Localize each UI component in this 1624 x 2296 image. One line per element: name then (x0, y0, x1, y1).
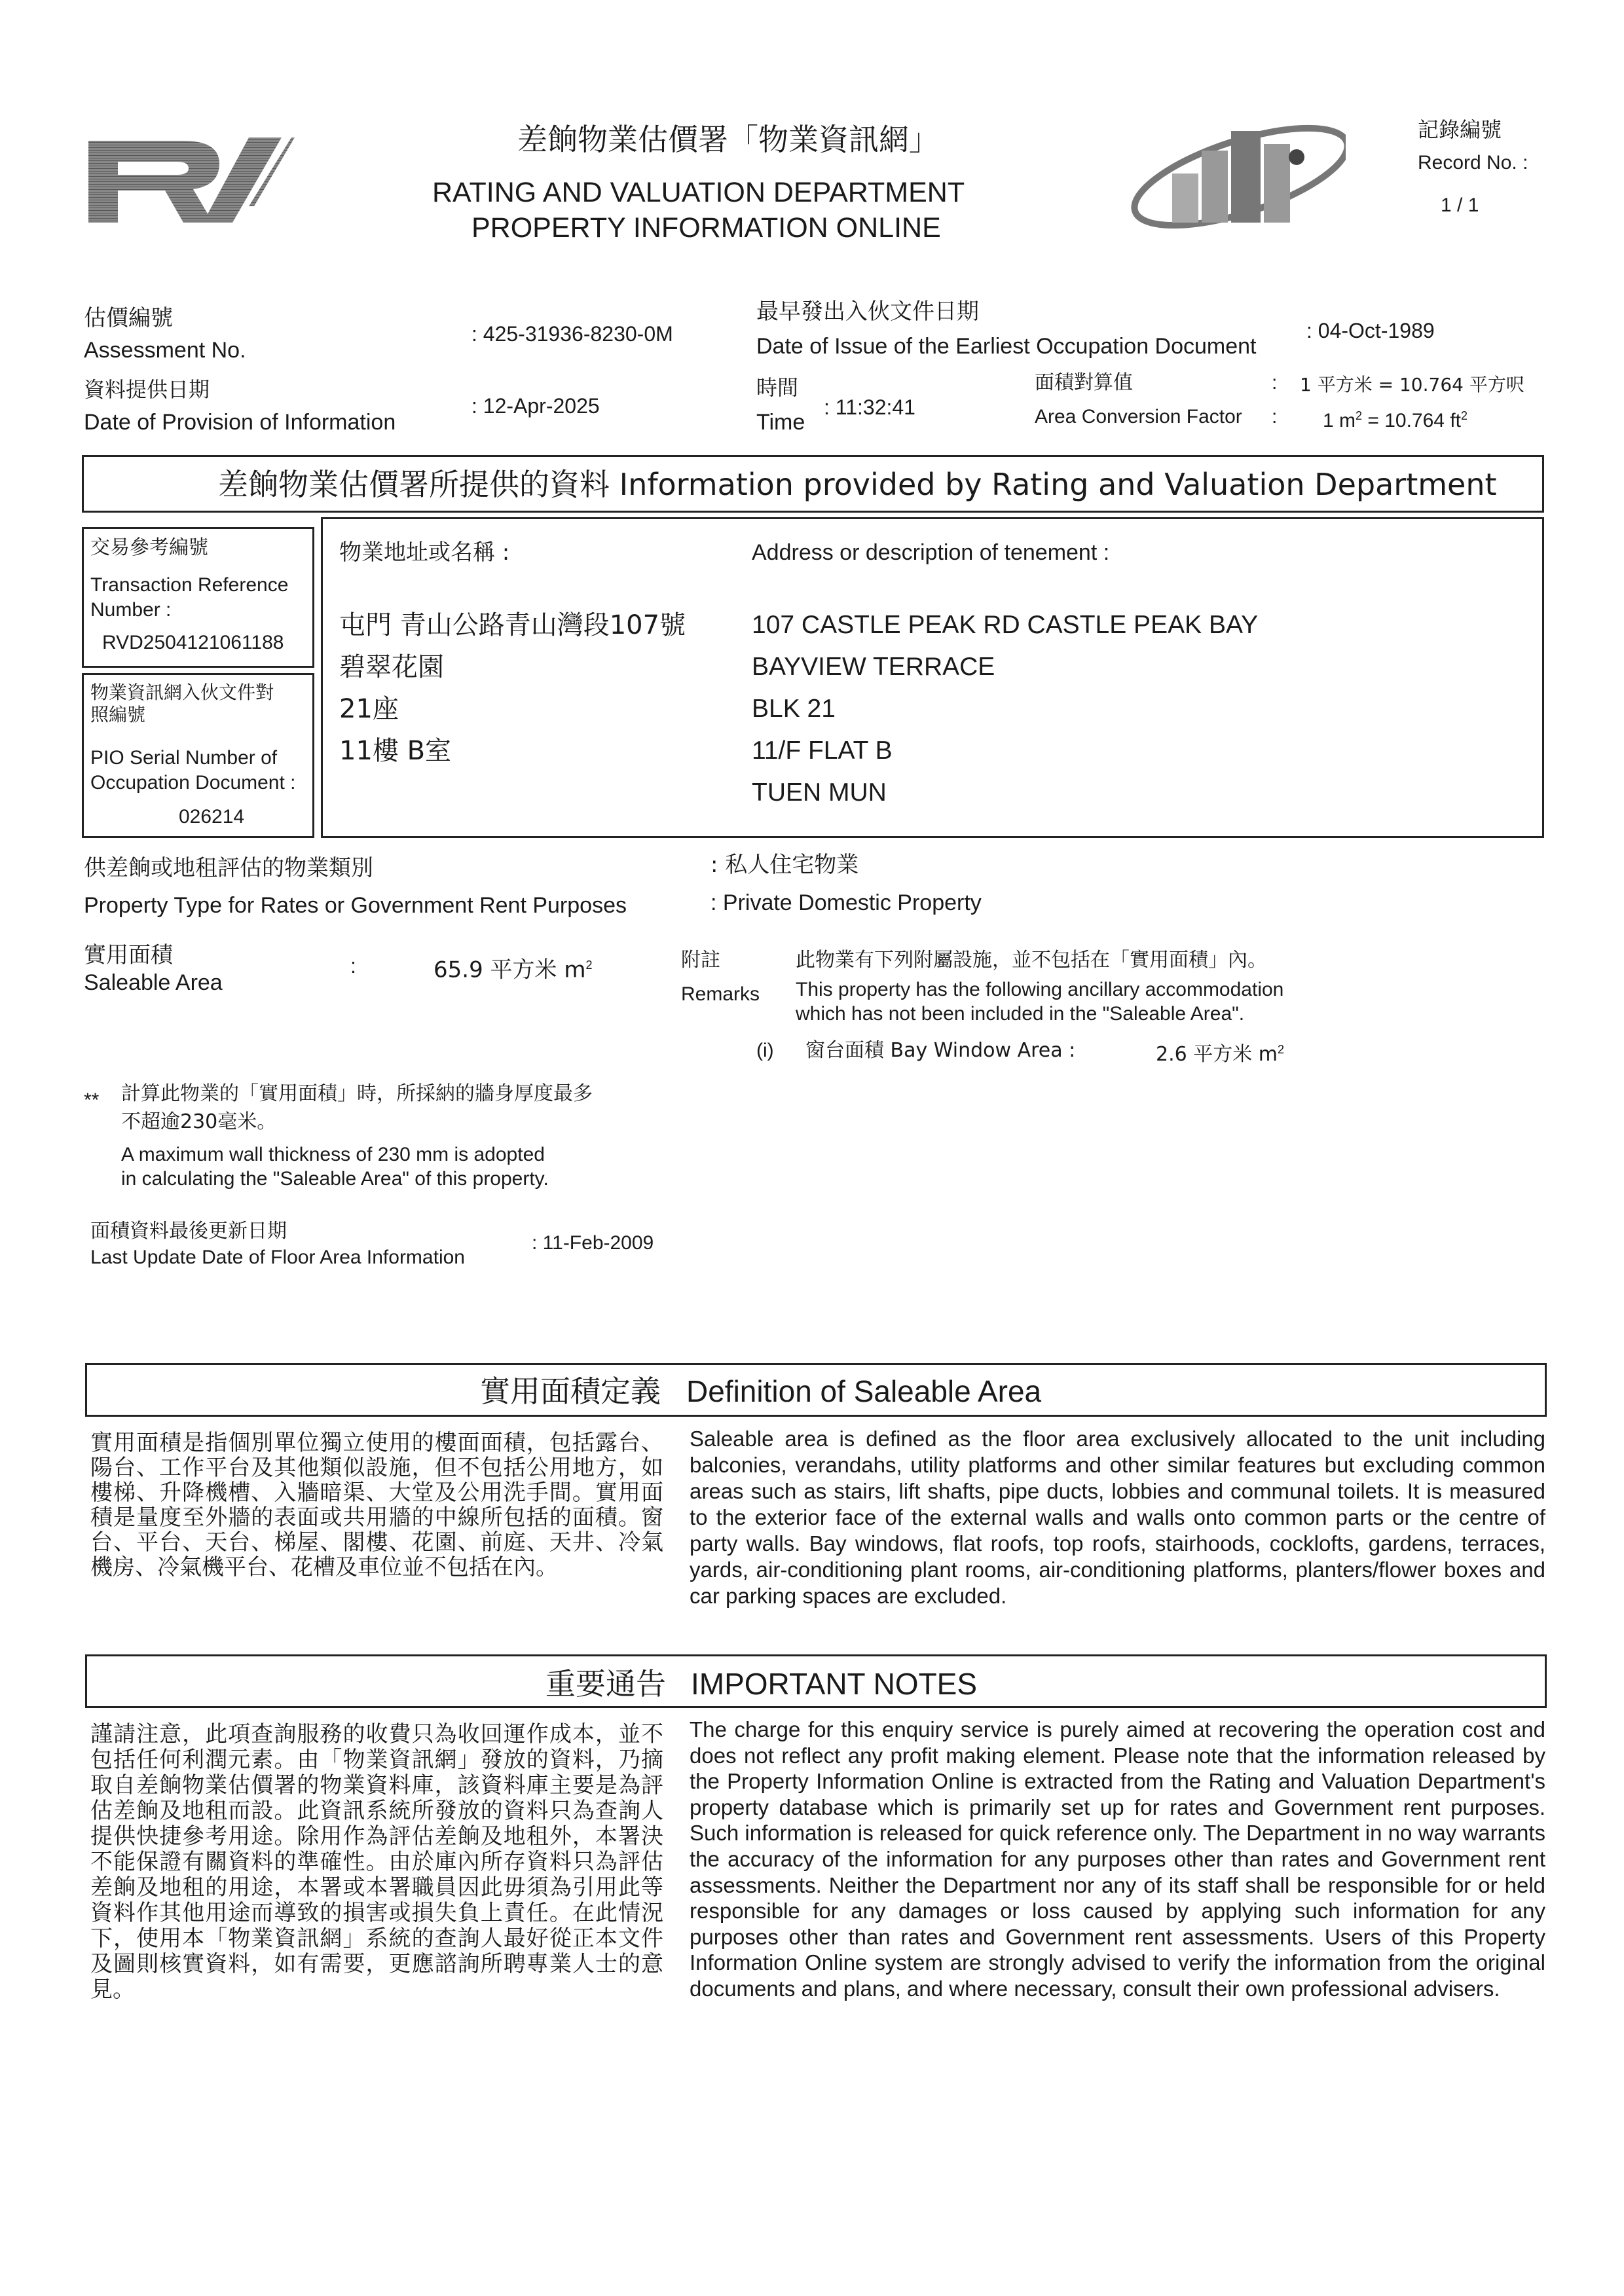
conversion-line-1: 1 平方米 = 10.764 平方呎 (1300, 374, 1524, 395)
saleable-area-value (434, 951, 592, 983)
definition-title-en: Definition of Saleable Area (686, 1374, 1042, 1408)
address-en-line: TUEN MUN (752, 778, 887, 807)
remarks-label-cn: 附註 (681, 949, 720, 972)
provision-value: : 12-Apr-2025 (471, 394, 600, 418)
note-mark: ** (84, 1089, 100, 1111)
saleable-area-value-text: 65.9 平方米 m (434, 957, 586, 983)
time-value: : 11:32:41 (824, 395, 915, 419)
bay-window-value-text: 2.6 平方米 m (1156, 1043, 1278, 1066)
bay-window-index: (i) (756, 1040, 774, 1061)
rv-logo (85, 134, 295, 226)
occupation-label-cn: 最早發出入伙文件日期 (756, 299, 979, 325)
update-value: : 11-Feb-2009 (532, 1232, 654, 1254)
saleable-area-label-cn: 實用面積 (84, 942, 173, 968)
definition-title-cn: 實用面積定義 (480, 1374, 661, 1409)
superscript-2: 2 (1460, 409, 1467, 422)
record-label-en: Record No. : (1418, 152, 1528, 173)
record-label-cn: 記錄編號 (1418, 117, 1502, 142)
address-en-line: BAYVIEW TERRACE (752, 653, 995, 681)
txn-label-en: Transaction Reference Number : (90, 574, 289, 621)
assessment-label-cn: 估價編號 (84, 305, 173, 331)
time-label-en: Time (756, 410, 805, 435)
saleable-area-colon: : (350, 954, 356, 977)
header-title-en-1: RATING AND VALUATION DEPARTMENT (432, 177, 965, 208)
remarks-text-en-2: which has not been included in the "Saleable Area". (796, 1003, 1245, 1025)
bay-window-value (1156, 1037, 1284, 1067)
pio-serial-box (82, 673, 314, 838)
wall-note-en-2: in calculating the "Saleable Area" of this property. (121, 1168, 549, 1190)
address-en-line: BLK 21 (752, 695, 836, 723)
notes-title-cn: 重要通告 (545, 1666, 666, 1702)
pio-value: 026214 (179, 806, 245, 828)
address-cn-line: 碧翠花園 (339, 652, 444, 682)
pio-label-cn: 物業資訊網入伙文件對照編號 (90, 682, 274, 725)
address-cn-line: 21座 (339, 694, 399, 724)
assessment-label-en: Assessment No. (84, 338, 246, 363)
notes-title-en: IMPORTANT NOTES (691, 1667, 978, 1701)
notes-text-cn: 謹請注意，此項查詢服務的收費只為收回運作成本，並不包括任何利潤元素。由「物業資訊網」發放的資料，乃摘取自差餉物業估價署的物業資料庫，該資料庫主要是為評估差餉及地租而設。此資訊系統所發放的資料只為查詢人提供快捷參考用途。除用作為評估差餉及地租外，本署決不能保證有關資料的準確性。由於庫內所存資料只為評估差餉及地租的用途，本署或本署職員因此毋須為引用此等資料作其他用途而導致的損害或損失負上責任。在此情況下，使用本「物業資訊網」系統的查詢人最好從正本文件及圖則核實資料，如有需要，更應諮詢所聘專業人士的意見。 (90, 1721, 663, 2003)
address-label-en: Address or description of tenement : (752, 540, 1110, 565)
address-en-line: 11/F FLAT B (752, 737, 893, 765)
property-type-value-cn: : 私人住宅物業 (710, 852, 859, 878)
pio-label-en: PIO Serial Number of Occupation Document : (90, 747, 296, 793)
address-en-line: 107 CASTLE PEAK RD CASTLE PEAK BAY (752, 611, 1259, 639)
address-label-cn: 物業地址或名稱 : (339, 539, 510, 566)
wall-note-cn-2: 不超逾230毫米。 (121, 1110, 277, 1133)
conversion-label-cn: 面積對算值 (1035, 371, 1133, 394)
provision-label-cn: 資料提供日期 (84, 377, 210, 402)
header-title-cn: 差餉物業估價署「物業資訊網」 (517, 122, 939, 157)
txn-value: RVD2504121061188 (102, 632, 284, 653)
update-label-en: Last Update Date of Floor Area Information (90, 1247, 465, 1268)
superscript-2: 2 (585, 958, 593, 972)
conversion-line-2-b: = 10.764 ft (1362, 410, 1461, 431)
notes-text-en: The charge for this enquiry service is purely aimed at recovering the operation cost and does not reflect any profit making element. Please note that the information released by the Property Information Online is extracted from the Rating and Valuation Department's property database which is primarily set up for rates and Government rent purposes. Such information is released for quick reference only. The Department in no way warrants the accuracy of the information for any purposes other than rates and Government rent assessments. Neither the Department nor any of its staff shall be responsible for or held responsible for any damages or loss caused by applying such information for any purposes other than rates and Government rent assessments. Users of this Property Information Online system are strongly advised to verify the information from the original documents and plans, and where necessary, consult their own professional advisers. (690, 1717, 1545, 2001)
assessment-value: : 425-31936-8230-0M (471, 322, 673, 346)
buildings-logo-icon (1123, 111, 1346, 229)
notes-header (85, 1654, 1547, 1708)
occupation-label-en: Date of Issue of the Earliest Occupation Document (756, 334, 1257, 359)
conversion-colon-1: : (1272, 372, 1278, 393)
conversion-line-2-a: 1 m (1323, 410, 1356, 431)
provision-label-en: Date of Provision of Information (84, 410, 396, 435)
saleable-area-label-en: Saleable Area (84, 970, 223, 995)
definition-header (85, 1363, 1547, 1417)
definition-text-en: Saleable area is defined as the floor area exclusively allocated to the unit including balconies, verandahs, utility platforms and other similar features but excluding common areas such as stairs, lift shafts, pipe ducts, lobbies and communal toilets. It is measured to the exterior face of the external walls and walls onto common parts or the centre of party walls. Bay windows, flat roofs, top roofs, stairhoods, cocklofts, gardens, terraces, yards, air-conditioning plant rooms, air-conditioning platforms, planters/flower boxes and car parking spaces are excluded. (690, 1427, 1545, 1608)
superscript-2: 2 (1356, 409, 1363, 422)
property-type-label-en: Property Type for Rates or Government Rent Purposes (84, 893, 627, 918)
info-section-header (82, 455, 1544, 513)
rv-logo-icon (85, 134, 295, 226)
remarks-text-en-1: This property has the following ancillary accommodation (796, 979, 1284, 1000)
header-title-en-2: PROPERTY INFORMATION ONLINE (471, 212, 941, 244)
address-cn-line: 屯門 青山公路青山灣段107號 (339, 610, 686, 640)
property-type-label-cn: 供差餉或地租評估的物業類別 (84, 855, 373, 881)
wall-note-en-1: A maximum wall thickness of 230 mm is adopted (121, 1144, 545, 1165)
wall-note-cn-1: 計算此物業的「實用面積」時，所採納的牆身厚度最多 (121, 1082, 593, 1105)
definition-text-cn: 實用面積是指個別單位獨立使用的樓面面積，包括露台、陽台、工作平台及其他類似設施，但不包括公用地方，如樓梯、升降機槽、入牆暗渠、大堂及公用洗手間。實用面積是量度至外牆的表面或共用牆的中線所包括的面積。窗台、平台、天台、梯屋、閣樓、花園、前庭、天井、冷氣機房、冷氣機平台、花槽及車位並不包括在內。 (90, 1430, 663, 1580)
conversion-label-en: Area Conversion Factor (1035, 406, 1242, 428)
time-label-cn: 時間 (756, 375, 799, 400)
bay-window-label: 窗台面積 Bay Window Area : (805, 1039, 1076, 1062)
occupation-value: : 04-Oct-1989 (1306, 319, 1435, 342)
address-cn-line: 11樓 B室 (339, 736, 452, 766)
address-box (321, 517, 1544, 838)
remarks-text-cn: 此物業有下列附屬設施，並不包括在「實用面積」內。 (796, 949, 1267, 972)
txn-ref-box (82, 527, 314, 668)
txn-label-cn: 交易參考編號 (90, 536, 208, 559)
pio-logo (1123, 111, 1346, 229)
record-value: 1 / 1 (1441, 194, 1479, 216)
update-label-cn: 面積資料最後更新日期 (90, 1220, 287, 1243)
superscript-2: 2 (1278, 1043, 1285, 1056)
remarks-label-en: Remarks (681, 983, 760, 1005)
conversion-line-2 (1323, 403, 1467, 433)
property-type-value-en: : Private Domestic Property (710, 890, 982, 915)
conversion-colon-2: : (1272, 406, 1278, 428)
info-section-title: 差餉物業估價署所提供的資料 Information provided by Rating and Valuation Department (218, 467, 1497, 502)
